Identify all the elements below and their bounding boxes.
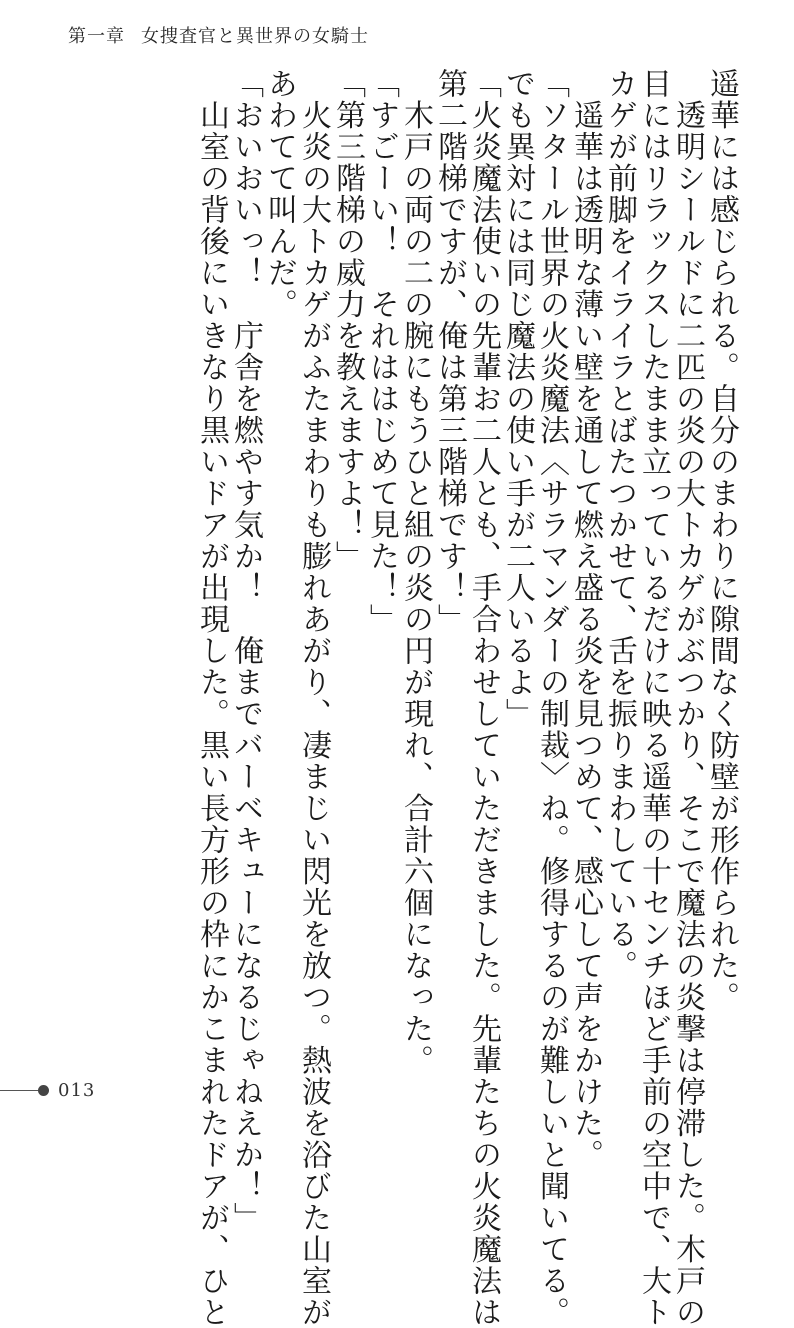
running-head [68,22,369,48]
text-line: 第二階梯ですが、俺は第三階梯です！」 [432,68,467,635]
text-line: 木戸の両の二の腕にもうひと組の炎の円が現れ、合計六個になった。 [398,68,433,1076]
text-line: でも異対には同じ魔法の使い手が二人いるよ」 [500,68,535,730]
chapter-number: 第一章 [68,26,125,47]
text-line: 「おいおいっ！ 庁舎を燃やす気か！ 俺までバーベキューになるじゃねえか！」 [228,68,263,1234]
folio-rule [0,1090,38,1091]
text-line: 火炎の大トカゲがふたまわりも膨れあがり、凄まじい閃光を放つ。熱波を浴びた山室が [296,68,331,1328]
chapter-title: 女捜査官と異世界の女騎士 [141,26,369,47]
text-line: 透明シールドに二匹の炎の大トカゲがぶつかり、そこで魔法の炎撃は停滞した。木戸の [670,68,705,1328]
text-line: 目にはリラックスしたまま立っているだけに映る遥華の十センチほど手前の空中で、大ト [636,68,671,1328]
text-line: 「火炎魔法使いの先輩お二人とも、手合わせしていただきました。先輩たちの火炎魔法は [466,68,501,1328]
page-number: 013 [58,1080,96,1101]
text-line: 「第三階梯の威力を教えますよ！」 [330,68,365,572]
text-line: 遥華は透明な薄い壁を通して燃え盛る炎を見つめて、感心して声をかけた。 [568,68,603,1171]
folio-dot-icon [38,1085,49,1096]
text-line: 「ソタール世界の火炎魔法〈サラマンダーの制裁〉ね。修得するのが難しいと聞いてる。 [534,68,569,1328]
text-line: 山室の背後にいきなり黒いドアが出現した。黒い長方形の枠にかこまれたドアが、ひと [194,68,229,1328]
text-line: 「すごーい！ それははじめて見た！」 [364,68,399,635]
text-line: あわてて叫んだ。 [262,68,297,320]
text-line: カゲが前脚をイライラとばたつかせて、舌を振りまわしている。 [602,68,637,982]
page-folio [0,1080,120,1104]
text-line: 遥華には感じられる。自分のまわりに隙間なく防壁が形作られた。 [704,68,739,1013]
